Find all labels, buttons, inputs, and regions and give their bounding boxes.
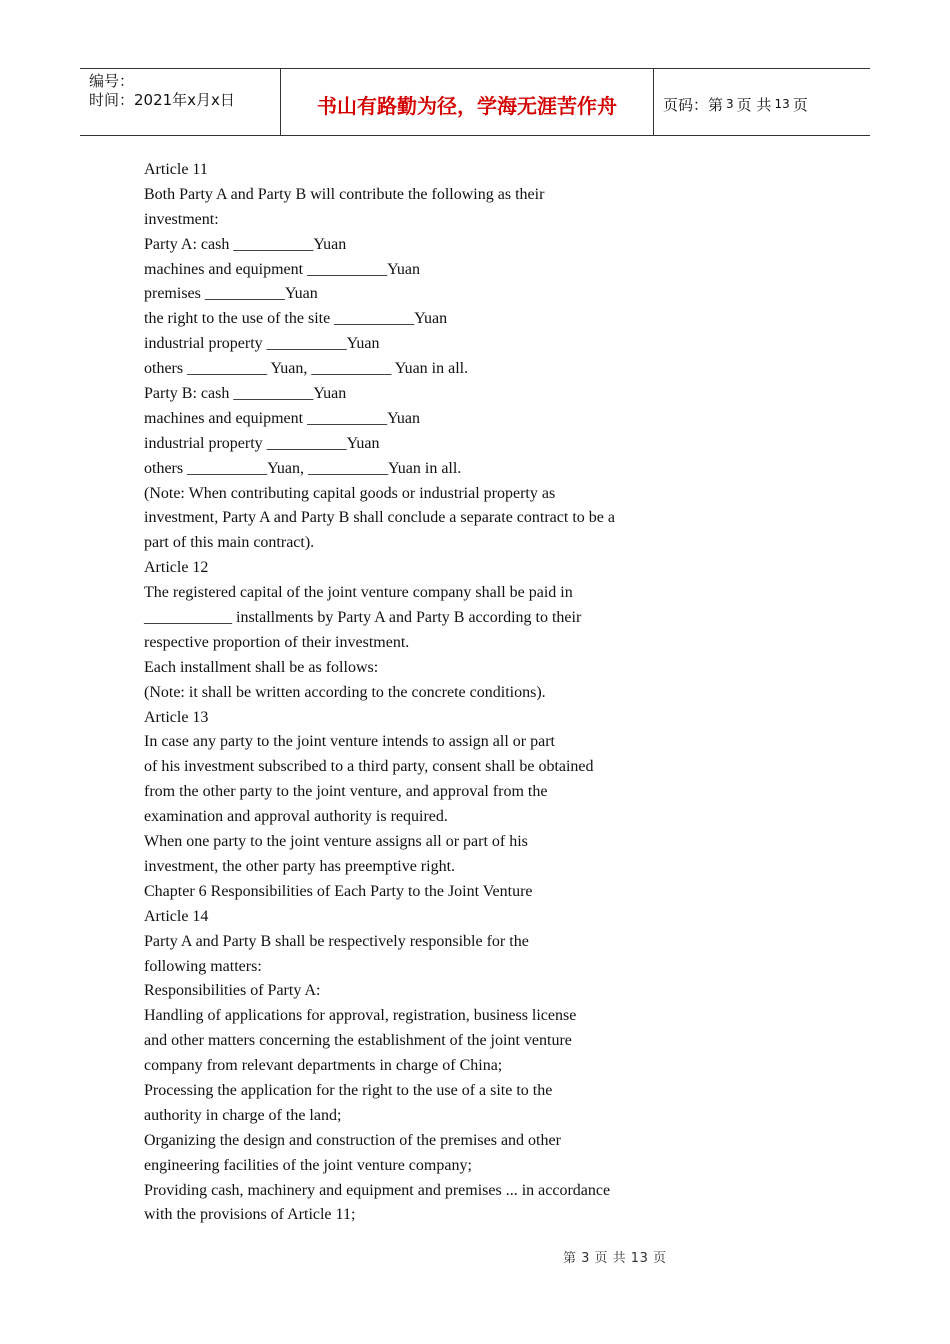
text-line: The registered capital of the joint venture company shall be paid in [144,584,573,602]
page-prefix: 页码：第 [663,95,724,114]
text-line: machines and equipment __________Yuan [144,260,420,278]
text-line: Organizing the design and construction of the premises and other [144,1131,561,1149]
header-meta [80,69,281,135]
footer-page-number: 第 3 页 共 13 页 [563,1251,667,1266]
text-line: Providing cash, machinery and equipment and premises ... in accordance [144,1181,611,1199]
header-motto: 书山有路勤为径，学海无涯苦作舟 [281,69,654,135]
text-line: Article 14 [144,907,209,925]
text-line: authority in charge of the land; [144,1106,342,1124]
document-body [144,158,664,1228]
text-line: investment: [144,210,219,228]
text-line: (Note: When contributing capital goods or industrial property as [144,484,556,502]
page-suffix: 页 [792,95,808,114]
text-line: from the other party to the joint venture, and approval from the [144,783,548,801]
text-line: industrial property __________Yuan [144,434,380,452]
page-total: 13 [774,97,790,111]
text-line: Party A and Party B shall be respectively responsible for the [144,932,529,950]
text-line: Responsibilities of Party A: [144,982,321,1000]
text-line: company from relevant departments in charge of China; [144,1057,503,1075]
text-line: Both Party A and Party B will contribute the following as their [144,185,545,203]
text-line: machines and equipment __________Yuan [144,409,420,427]
text-line: ___________ installments by Party A and Party B according to their [144,609,582,627]
text-line: following matters: [144,957,262,975]
page-mid: 页 共 [736,95,772,114]
text-line: examination and approval authority is required. [144,808,448,826]
text-line: the right to the use of the site __________Yuan [144,310,448,328]
text-line: industrial property __________Yuan [144,335,380,353]
document-number-label: 编号： [89,72,135,90]
header-page-indicator [654,69,870,135]
text-line: of his investment subscribed to a third party, consent shall be obtained [144,758,594,776]
text-line: investment, Party A and Party B shall conclude a separate contract to be a [144,509,615,527]
text-line: Article 13 [144,708,209,726]
text-line: respective proportion of their investment. [144,633,410,651]
text-line: Article 11 [144,161,208,178]
text-line: and other matters concerning the establishment of the joint venture [144,1032,572,1050]
text-line: Chapter 6 Responsibilities of Each Party to the Joint Venture [144,882,533,900]
text-line: others __________Yuan, __________Yuan in all. [144,459,462,477]
text-line: In case any party to the joint venture intends to assign all or part [144,733,555,751]
text-line: with the provisions of Article 11; [144,1206,356,1224]
text-line: Party B: cash __________Yuan [144,385,347,403]
text-line: Article 12 [144,559,209,577]
text-line: others __________ Yuan, __________ Yuan in all. [144,360,469,378]
text-line: engineering facilities of the joint venture company; [144,1156,472,1174]
text-line: Each installment shall be as follows: [144,658,379,676]
text-line: part of this main contract). [144,534,315,552]
page-header [80,68,870,136]
text-line: Processing the application for the right to the use of a site to the [144,1081,553,1099]
text-line: Party A: cash __________Yuan [144,235,347,253]
text-line: investment, the other party has preemptive right. [144,857,456,875]
text-line: When one party to the joint venture assigns all or part of his [144,833,528,851]
document-time-label: 时间：2021年x月x日 [89,91,235,109]
text-line: premises __________Yuan [144,285,318,303]
text-line: (Note: it shall be written according to the concrete conditions). [144,683,546,701]
page-current: 3 [726,97,734,111]
text-line: Handling of applications for approval, registration, business license [144,1007,577,1025]
